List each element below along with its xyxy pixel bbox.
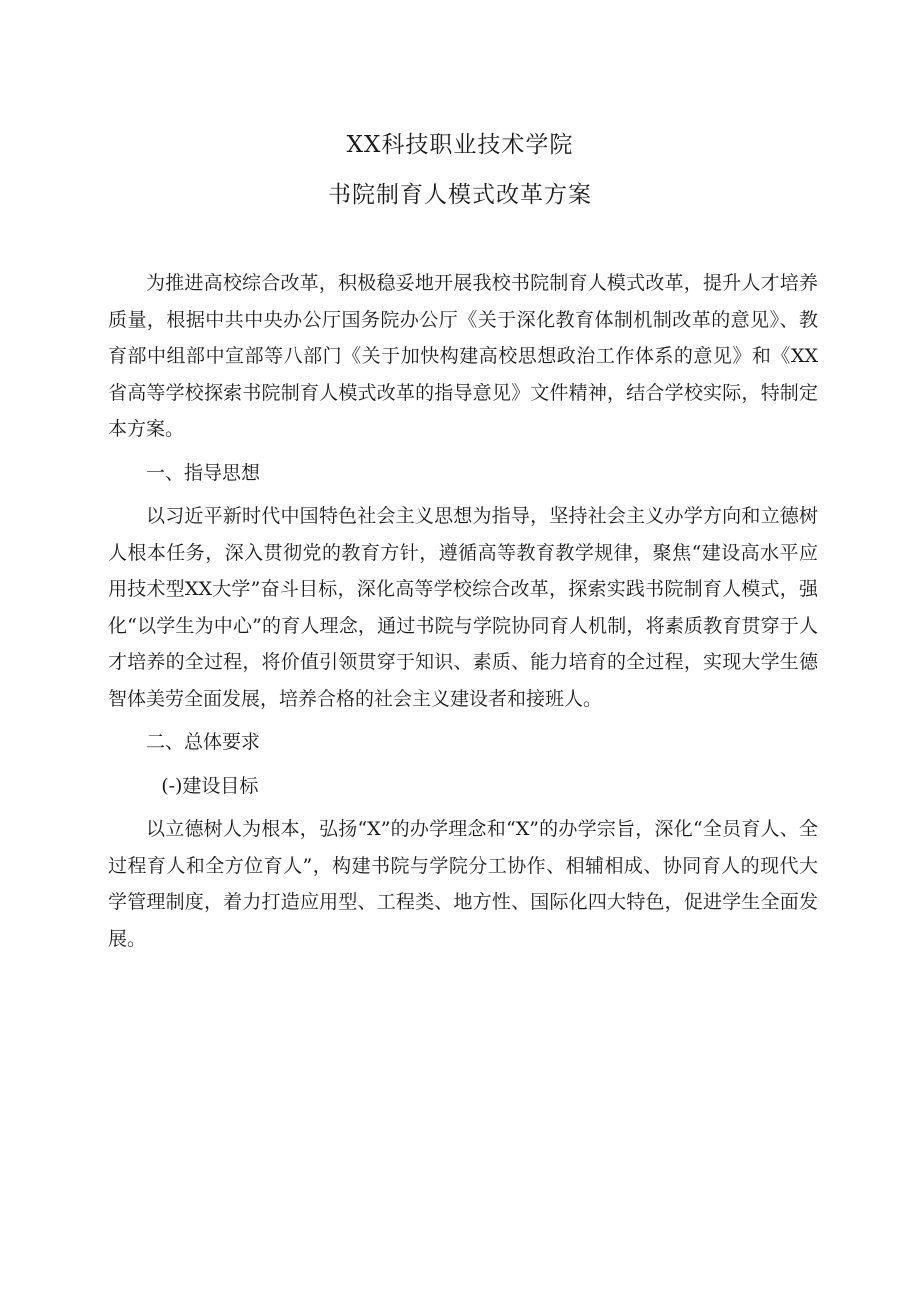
section2-sub1-paragraph: 以立德树人为根本，弘扬“X”的办学理念和“X”的办学宗旨，深化“全员育人、全过程育人和全方位育人”，构建书院与学院分工协作、相辅相成、协同育人的现代大学管理制度，着力打造应用型、工程类、地方性、国际化四大特色，促进学生全面发展。	[108, 818, 818, 950]
section1-paragraph: 以习近平新时代中国特色社会主义思想为指导，坚持社会主义办学方向和立德树人根本任务，深入贯彻党的教育方针，遵循高等教育教学规律，聚焦“建设高水平应用技术型XX大学”奋斗目标，深化高等学校综合改革，探索实践书院制育人模式，强化“以学生为中心”的育人理念，通过书院与学院协同育人机制，将素质教育贯穿于人才培养的全过程，将价值引领贯穿于知识、素质、能力培育的全过程，实现大学生德智体美劳全面发展，培养合格的社会主义建设者和接班人。	[108, 505, 818, 710]
document-title-line2: 书院制育人模式改革方案	[328, 182, 592, 208]
section2-sub1-heading: (-)建设目标	[161, 774, 259, 797]
document-title-line1: XX科技职业技术学院	[346, 132, 574, 158]
intro-paragraph: 为推进高校综合改革，积极稳妥地开展我校书院制育人模式改革，提升人才培养质量，根据中共中央办公厅国务院办公厅《关于深化教育体制机制改革的意见》、教育部中组部中宣部等八部门《关于加快构建高校思想政治工作体系的意见》和《XX省高等学校探索书院制育人模式改革的指导意见》文件精神，结合学校实际，特制定本方案。	[108, 272, 818, 440]
section1-heading: 一、指导思想	[146, 461, 261, 484]
document-body	[108, 265, 818, 957]
section2-heading: 二、总体要求	[146, 731, 261, 753]
